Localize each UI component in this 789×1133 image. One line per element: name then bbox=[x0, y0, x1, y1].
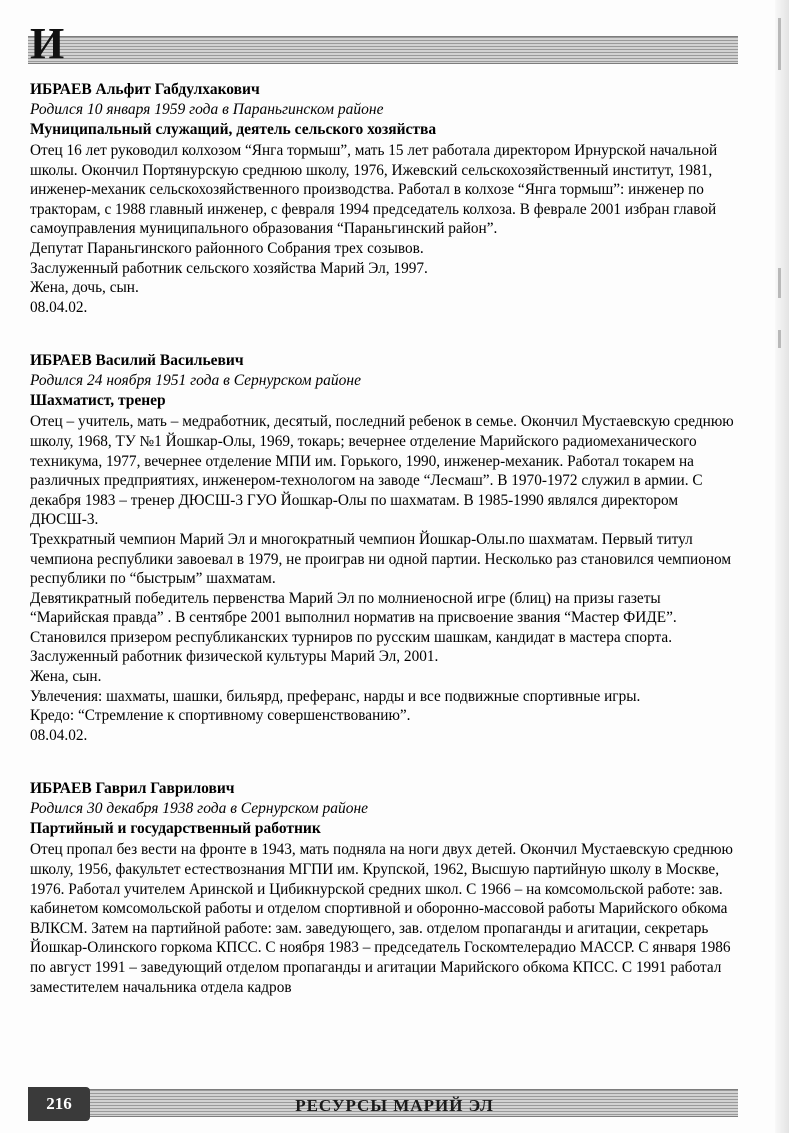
entry-paragraph: Отец пропал без вести на фронте в 1943, мать подняла на ноги двух детей. Окончил Мустаевскую среднюю школу, 1956, факультет естествознания МГПИ им. Крупской, 1962, Высшую партийную школу в Москве, 1976. Работал учителем Аринской и Цибикнурской средних школ. С 1966 – на комсомольской работе: зав. кабинетом комсомольской работы и отделом спортивной и оборонно-массовой работы Марийского обкома ВЛКСМ. Затем на партийной работе: зам. заведующего, зав. отделом пропаганды и агитации, секретарь Йошкар-Олинского горкома КПСС. С ноября 1983 – председатель Госкомтелерадио МАССР. С января 1986 по август 1991 – заведующий отделом пропаганды и агитации Марийского обкома КПСС. С 1991 работал заместителем начальника отдела кадров bbox=[30, 841, 733, 996]
section-letter: И bbox=[30, 19, 64, 68]
entry-paragraph: Трехкратный чемпион Марий Эл и многократный чемпион Йошкар-Олы.по шахматам. Первый титул чемпиона республики завоевал в 1979, не проиграв ни одной партии. Несколько раз становился чемпионом республики по “быстрым” шахматам. bbox=[30, 530, 732, 588]
entry-role-line: Шахматист, тренер bbox=[30, 392, 166, 410]
page-footer bbox=[0, 1085, 789, 1133]
footer-title-wrap bbox=[0, 1096, 789, 1116]
entry-paragraph: Депутат Параньгинского районного Собрания трех созывов. bbox=[30, 239, 424, 257]
header-rule-band bbox=[28, 36, 738, 64]
scan-mark bbox=[778, 18, 781, 70]
entry-name: ИБРАЕВ Альфит Габдулхакович bbox=[30, 81, 260, 98]
footer-title: РЕСУРСЫ МАРИЙ ЭЛ bbox=[295, 1096, 494, 1115]
entry-name: ИБРАЕВ Василий Васильевич bbox=[30, 352, 244, 370]
entry-paragraph: Отец – учитель, мать – медработник, десятый, последний ребенок в семье. Окончил Мустаевскую среднюю школу, 1968, ТУ №1 Йошкар-Олы, 1969, токарь; вечернее отделение Марийского радиомеханического техникума, 1977, вечернее отделение МПИ им. Горького, 1990, инженер-механик. Работал токарем на различных предприятиях, инженером-технологом на заводе “Лесмаш”. В 1970-1972 служил в армии. С декабря 1983 – тренер ДЮСШ-3 ГУО Йошкар-Олы по шахматам. В 1985-1990 являлся директором ДЮСШ-3. bbox=[30, 413, 734, 529]
scan-mark bbox=[778, 330, 781, 348]
entry-date-stamp: 08.04.02. bbox=[30, 298, 88, 316]
biography-entry bbox=[30, 80, 736, 317]
biography-entry bbox=[30, 779, 736, 997]
entry-birth-line: Родился 30 декабря 1938 года в Сернурском районе bbox=[30, 800, 369, 818]
entry-paragraph: Заслуженный работник физической культуры Марий Эл, 2001. bbox=[30, 648, 439, 666]
entry-role-line: Муниципальный служащий, деятель сельского хозяйства bbox=[30, 121, 437, 138]
entries-container bbox=[30, 80, 736, 1017]
entry-paragraph: Кредо: “Стремление к спортивному совершенствованию”. bbox=[30, 707, 411, 725]
page-number: 216 bbox=[28, 1087, 90, 1121]
scan-edge-artifact bbox=[775, 0, 789, 1133]
scan-mark bbox=[778, 268, 781, 298]
entry-paragraph: Жена, дочь, сын. bbox=[30, 279, 139, 297]
entry-date-stamp: 08.04.02. bbox=[30, 726, 88, 744]
entry-name: ИБРАЕВ Гаврил Гаврилович bbox=[30, 780, 235, 798]
entry-birth-line: Родился 24 ноября 1951 года в Сернурском районе bbox=[30, 372, 361, 390]
entry-paragraph: Отец 16 лет руководил колхозом “Янга тормыш”, мать 15 лет работала директором Ирнурской начальной школы. Окончил Портянурскую среднюю школу, 1976, Ижевский сельскохозяйственный институт, 1981, инженер-механик сельскохозяйственного производства. Работал в колхозе “Янга тормыш”: инженер по тракторам, с 1988 главный инженер, с февраля 1994 председатель колхоза. В феврале 2001 избран главой самоуправления муниципального образования “Параньгинский район”. bbox=[30, 142, 718, 238]
entry-paragraph: Девятикратный победитель первенства Марий Эл по молниеносной игре (блиц) на призы газеты “Марийская правда” . В сентябре 2001 выполнил норматив на присвоение звания “Мастер ФИДЕ”. Становился призером республиканских турниров по русским шашкам, кандидат в мастера спорта. bbox=[30, 589, 677, 646]
entry-paragraph: Жена, сын. bbox=[30, 668, 102, 686]
biography-entry bbox=[30, 351, 736, 745]
entry-paragraph: Увлечения: шахматы, шашки, бильярд, преферанс, нарды и все подвижные спортивные игры. bbox=[30, 687, 641, 705]
entry-role-line: Партийный и государственный работник bbox=[30, 820, 321, 838]
entry-paragraph: Заслуженный работник сельского хозяйства Марий Эл, 1997. bbox=[30, 259, 428, 277]
entry-birth-line: Родился 10 января 1959 года в Параньгинском районе bbox=[30, 101, 384, 118]
entry-spacer bbox=[30, 765, 736, 779]
entry-spacer bbox=[30, 337, 736, 351]
